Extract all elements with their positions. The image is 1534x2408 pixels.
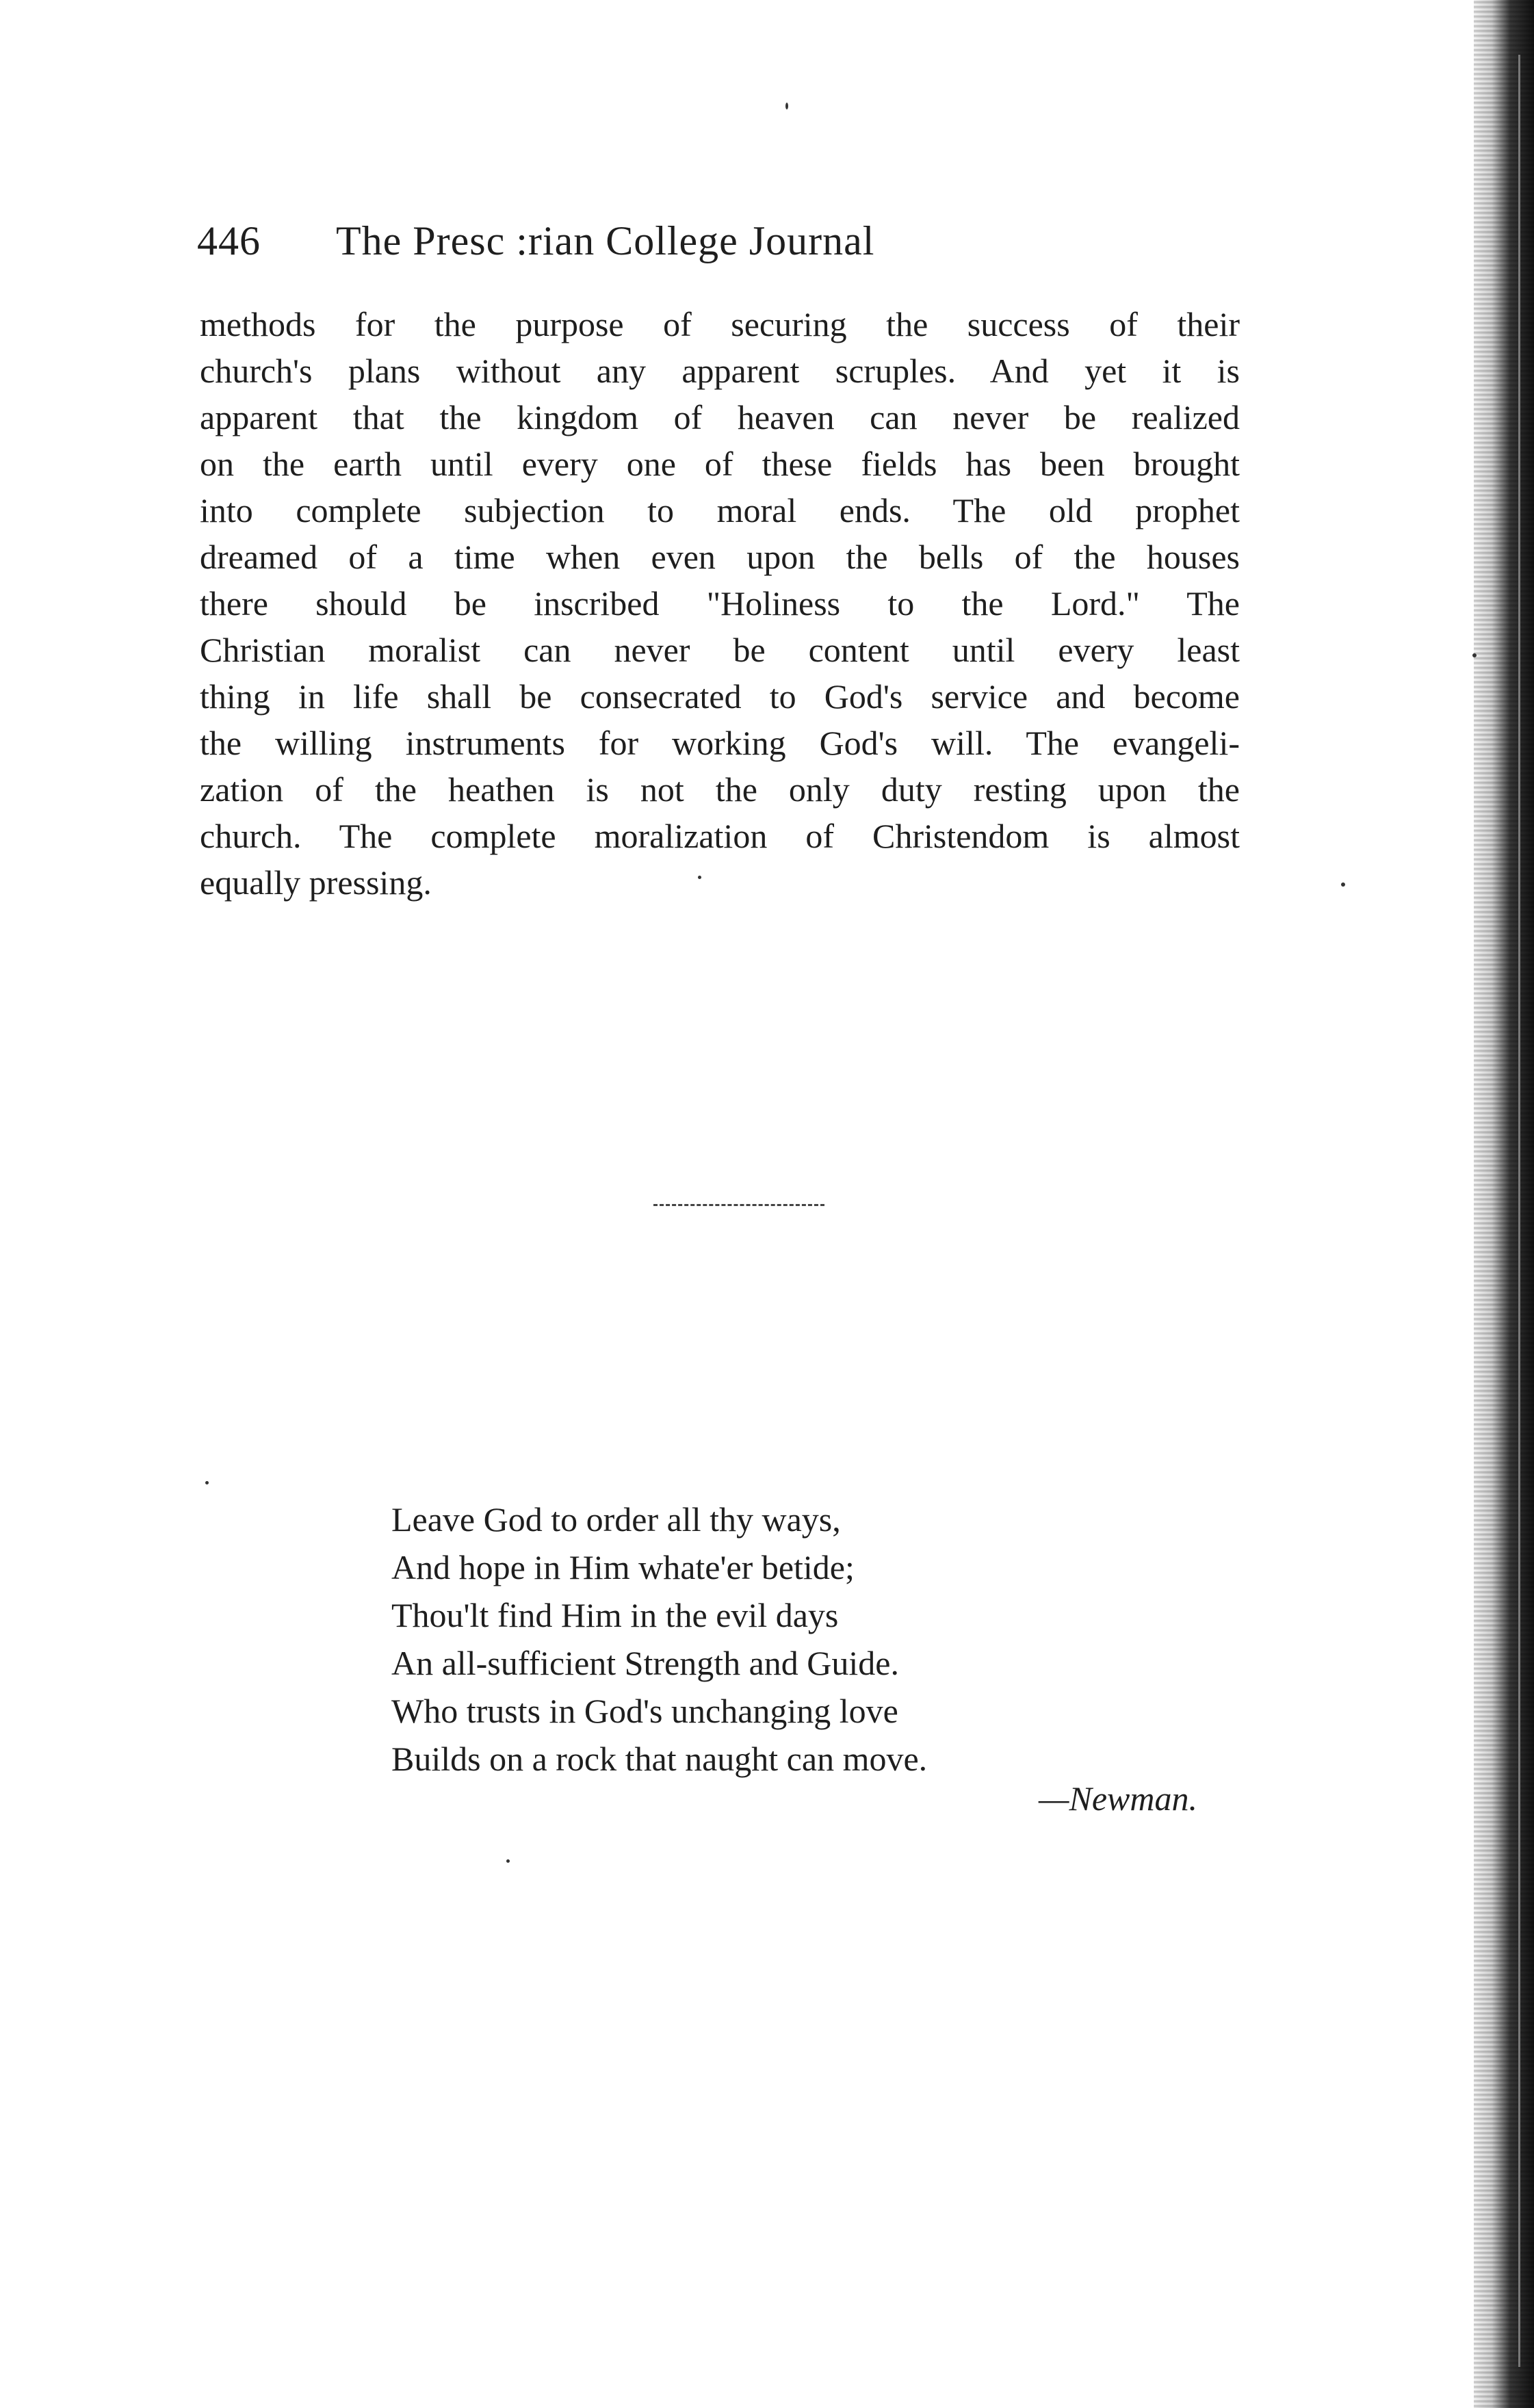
body-line: thing in life shall be consecrated to God's service and become (200, 677, 1240, 716)
body-line: on the earth until every one of these fields has been brought (200, 445, 1240, 483)
journal-title: The Presc :rian College Journal (336, 218, 875, 263)
scan-speck (1472, 653, 1477, 657)
scan-speck (1341, 882, 1345, 887)
verse-block (391, 1495, 1212, 1783)
scan-speck (506, 1859, 510, 1863)
body-line: apparent that the kingdom of heaven can never be realized (200, 398, 1240, 436)
page-number: 446 (197, 218, 261, 263)
scan-speck (785, 103, 788, 109)
body-line: the willing instruments for working God's will. The evangeli- (200, 724, 1240, 762)
binding-edge-line (1518, 55, 1520, 2367)
verse-attribution: —Newman. (1039, 1779, 1197, 1818)
binding-edge-shadow (1474, 0, 1534, 2408)
verse-line: Thou'lt find Him in the evil days (391, 1596, 839, 1634)
body-line: into complete subjection to moral ends. The old prophet (200, 491, 1240, 529)
body-line: Christian moralist can never be content until every least (200, 631, 1240, 669)
body-line: church's plans without any apparent scruples. And yet it is (200, 352, 1240, 390)
scan-speck (205, 1481, 209, 1484)
body-line: equally pressing. (200, 863, 432, 902)
section-divider (653, 1204, 824, 1209)
verse-line: Who trusts in God's unchanging love (391, 1692, 898, 1730)
verse-line: Leave God to order all thy ways, (391, 1500, 841, 1539)
running-head (197, 218, 874, 272)
body-line: dreamed of a time when even upon the bells of the houses (200, 538, 1240, 576)
verse-line: And hope in Him whate'er betide; (391, 1548, 855, 1586)
body-line: zation of the heathen is not the only duty resting upon the (200, 770, 1240, 809)
scan-speck (698, 876, 701, 879)
body-line: there should be inscribed "Holiness to the Lord." The (200, 584, 1240, 623)
verse-line: An all-sufficient Strength and Guide. (391, 1644, 899, 1682)
verse-line: Builds on a rock that naught can move. (391, 1740, 928, 1778)
body-line: church. The complete moralization of Christendom is almost (200, 817, 1240, 855)
body-line: methods for the purpose of securing the success of their (200, 305, 1240, 343)
body-paragraph (200, 301, 1240, 906)
